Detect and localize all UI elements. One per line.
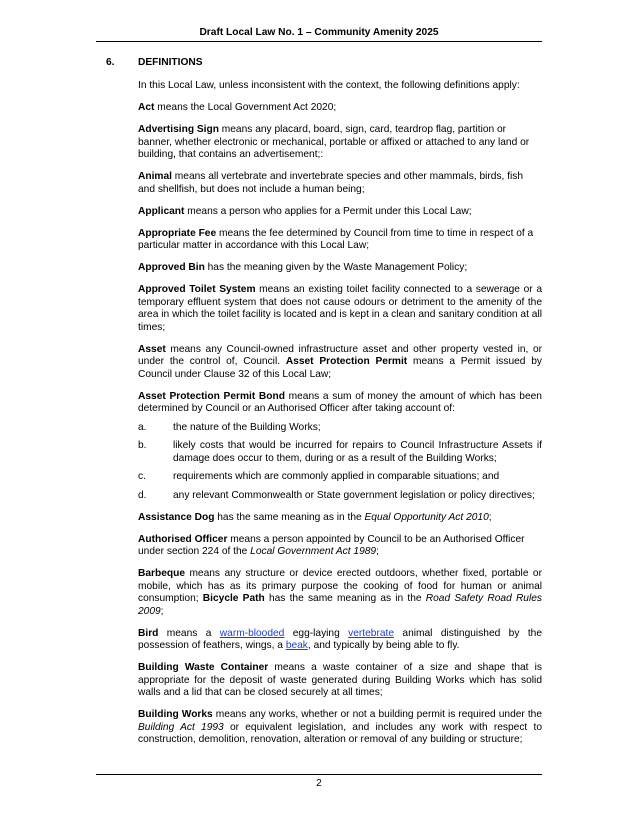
definition-end: ; (488, 511, 492, 523)
definition-animal (138, 171, 542, 196)
term: Advertising Sign (138, 124, 219, 135)
term: Appropriate Fee (138, 227, 217, 239)
beak-link[interactable]: beak (285, 640, 308, 651)
definition-asset-protection-permit-bond (138, 391, 542, 416)
definition-text: means a person who applies for a Permit under this Local Law; (184, 205, 472, 217)
definition-text: , and typically by being able to fly. (307, 640, 460, 651)
definition-text: means a sum of money the amount of which has been determined by Council or an Authorised Officer after taking account of: (138, 390, 542, 414)
term: Approved Bin (138, 262, 205, 273)
definition-text: means an existing toilet facility connected to a sewerage or a temporary effluent system that does not cause odours or detriment to the amenity of the area in which the toilet facility is located and is kept in a clean and sanitary condition at all times; (138, 284, 542, 333)
definition-applicant (138, 206, 542, 219)
warm-blooded-link[interactable]: warm-blooded (219, 627, 285, 639)
term: Bicycle Path (202, 593, 265, 604)
definition-text: means a waste container of a size and shape that is appropriate for the deposit of waste generated during Building Works which has solid walls and a lid that can be closed securely at all times; (138, 662, 542, 698)
definition-text: or equivalent legislation, and includes any work with respect to construction, demolition, renovation, alteration or removal of any building or structure; (138, 721, 542, 745)
definition-text: animal distinguished by the possession of feathers, wings, a (138, 627, 542, 651)
term: Barbeque (138, 568, 185, 579)
definition-authorised-officer (138, 534, 542, 559)
list-text: any relevant Commonwealth or State government legislation or policy directives; (173, 489, 535, 501)
definition-text: means all vertebrate and invertebrate species and other mammals, birds, fish and shellfish, but does not include a human being; (138, 171, 524, 195)
definition-text: has the same meaning as in the (264, 593, 426, 604)
term: Authorised Officer (138, 533, 228, 545)
definition-text: means a person appointed by Council to be an Authorised Officer under section 224 of the (138, 533, 525, 557)
definition-text: means a Permit issued by Council under Clause 32 of this Local Law; (138, 356, 542, 380)
definition-act (138, 102, 542, 115)
list-letter: b. (138, 440, 147, 451)
term: Approved Toilet System (138, 284, 256, 295)
definition-text: means any structure or device erected outdoors, whether fixed, portable or mobile, which has as its primary purpose the cooking of food for human or animal consumption; (138, 568, 542, 604)
definition-advertising-sign (138, 124, 542, 162)
definition-text: means any Council-owned infrastructure asset and other property vested in, or under the control of, Council. (138, 343, 542, 367)
list-letter: d. (138, 489, 147, 501)
definition-approved-bin (138, 262, 542, 275)
definition-approved-toilet-system (138, 284, 542, 334)
term: Asset (138, 343, 166, 355)
definition-appropriate-fee (138, 228, 542, 253)
vertebrate-link[interactable]: vertebrate (348, 627, 395, 639)
definition-end: ; (376, 546, 379, 557)
definition-barbeque (138, 568, 542, 618)
definition-text: egg-laying (284, 627, 349, 639)
definition-text: means the Local Government Act 2020; (154, 102, 337, 113)
term: Act (138, 102, 155, 113)
document-header: Draft Local Law No. 1 – Community Amenity 2025 (199, 27, 439, 38)
list-item (138, 471, 542, 484)
term: Bird (138, 627, 159, 639)
term: Building Works (138, 709, 213, 720)
list-item (138, 440, 542, 465)
term: Applicant (138, 205, 185, 217)
list-item (138, 490, 542, 503)
act-reference: Building Act 1993 (138, 721, 224, 733)
definition-asset (138, 344, 542, 382)
term: Asset Protection Permit (285, 356, 408, 367)
page-number: 2 (316, 778, 322, 789)
definition-text: has the same meaning as in the (214, 511, 365, 523)
section-title: DEFINITIONS (138, 57, 203, 68)
list-letter: c. (138, 471, 146, 482)
definition-text: has the meaning given by the Waste Management Policy; (204, 262, 468, 273)
list-text: the nature of the Building Works; (173, 421, 321, 433)
definition-building-waste-container (138, 662, 542, 700)
section-number: 6. (106, 57, 115, 68)
header-divider (96, 41, 542, 42)
act-reference: Road Safety Road Rules 2009 (138, 593, 542, 617)
definition-bird (138, 628, 542, 653)
term: Assistance Dog (138, 511, 215, 523)
definition-building-works (138, 709, 542, 747)
intro-paragraph: In this Local Law, unless inconsistent with the context, the following definitions apply: (138, 80, 520, 91)
definition-assistance-dog (138, 512, 542, 525)
list-text: requirements which are commonly applied in comparable situations; and (173, 471, 500, 482)
list-letter: a. (138, 421, 147, 433)
term: Asset Protection Permit Bond (138, 390, 285, 402)
act-reference: Local Government Act 1989 (250, 546, 377, 557)
definition-text: means any works, whether or not a building permit is required under the (212, 709, 542, 720)
list-text: likely costs that would be incurred for repairs to Council Infrastructure Assets if damage does occur to them, during or as a result of the Building Works; (173, 440, 542, 464)
definition-end: ; (160, 605, 164, 617)
definition-text: means any placard, board, sign, card, teardrop flag, partition or banner, whether electronic or mechanical, portable or affixed or attached to any land or building, that contains an advertisement;: (138, 124, 530, 160)
term: Building Waste Container (138, 662, 269, 673)
act-reference: Equal Opportunity Act 2010 (364, 511, 489, 523)
footer-divider (96, 774, 542, 775)
definition-text: means the fee determined by Council from time to time in respect of a particular matter in accordance with this Local Law; (138, 227, 534, 251)
list-item (138, 422, 542, 435)
definition-text: means a (158, 627, 220, 639)
document-body (138, 80, 542, 756)
term: Animal (138, 171, 172, 182)
